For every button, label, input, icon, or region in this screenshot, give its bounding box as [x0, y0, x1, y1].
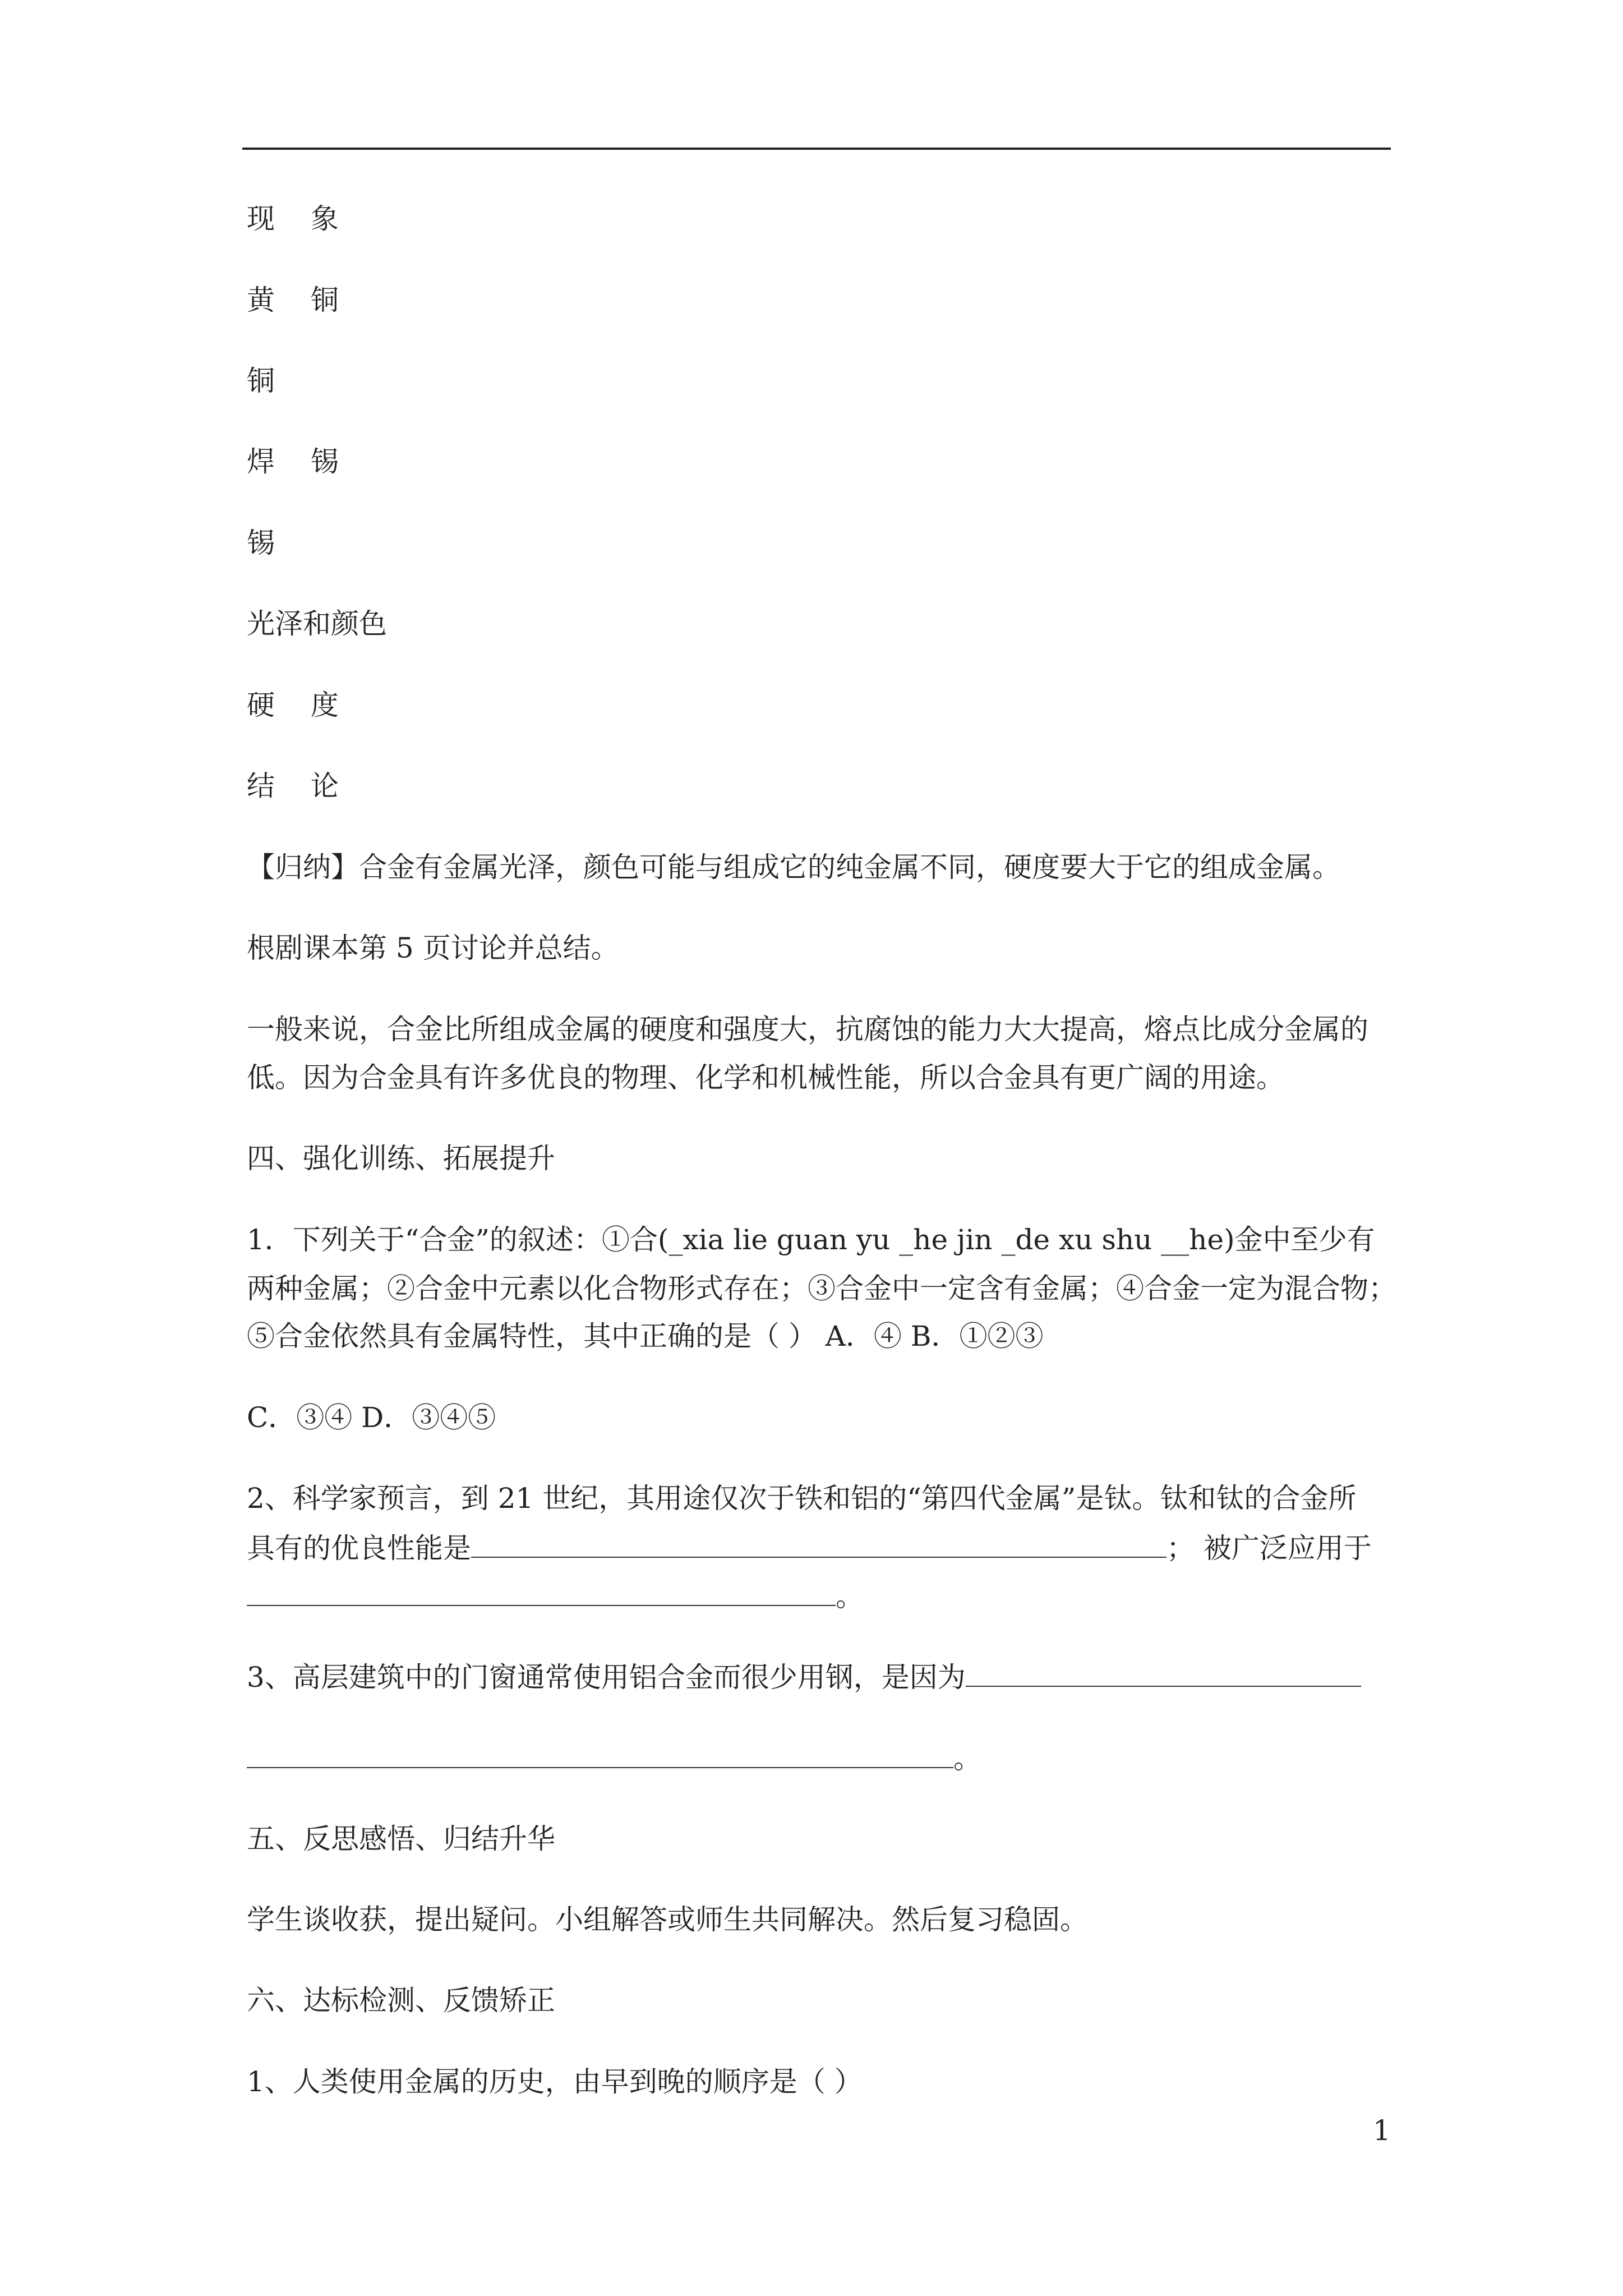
table-row-conclusion: 结 论: [247, 770, 352, 802]
header-rule: [242, 148, 1391, 150]
section-4-heading: 四、强化训练、拓展提升: [247, 1142, 555, 1175]
summary-text: 合金有金属光泽，颜色可能与组成它的纯金属不同，硬度要大于它的组成金属。: [359, 851, 1340, 884]
section-6-question-1: 1、人类使用金属的历史，由早到晚的顺序是（ ）: [247, 2065, 863, 2098]
table-row-tin: 锡: [247, 527, 275, 559]
table-row-solder: 焊 锡: [247, 445, 352, 478]
summary-label: 【归纳】: [247, 851, 359, 884]
question-2-prompt: 具有的优良性能是: [247, 1532, 471, 1565]
question-3-line-1: [247, 1661, 1361, 1694]
summary-paragraph: [247, 851, 1340, 884]
section-5-heading: 五、反思感悟、归结升华: [247, 1823, 555, 1855]
table-row-copper: 铜: [247, 365, 275, 397]
answer-blank-properties[interactable]: [471, 1533, 1166, 1558]
table-row-luster-color: 光泽和颜色: [247, 608, 387, 640]
page-number: 1: [1373, 2114, 1391, 2147]
table-row-phenomenon: 现 象: [247, 203, 352, 235]
question-1-line-3: ⑤合金依然具有金属特性，其中正确的是（ ） A．④ B．①②③: [247, 1320, 1044, 1352]
textbook-reference: 根剧课本第 5 页讨论并总结。: [247, 932, 619, 964]
section-6-heading: 六、达标检测、反馈矫正: [247, 1984, 555, 2017]
table-row-hardness: 硬 度: [247, 689, 352, 721]
question-3-period: 。: [953, 1742, 981, 1775]
question-2-line-1: 2、科学家预言，到 21 世纪，其用途仅次于铁和铝的“第四代金属”是钛。钛和钛的合金所: [247, 1482, 1357, 1515]
question-1-line-1: 1．下列关于“合金”的叙述：①合(_xia lie guan yu _he jin _de xu shu __he)金中至少有: [247, 1223, 1375, 1256]
question-2-period: 。: [836, 1580, 864, 1613]
question-1-options: C．③④ D．③④⑤: [247, 1401, 496, 1434]
question-2-line-3: [247, 1581, 864, 1611]
answer-blank-reason-2[interactable]: [247, 1743, 953, 1768]
question-3-line-2: [247, 1743, 981, 1773]
answer-blank-applications[interactable]: [247, 1581, 836, 1606]
table-row-brass: 黄 铜: [247, 284, 352, 316]
answer-blank-reason-1[interactable]: [966, 1662, 1361, 1687]
section-5-body: 学生谈收获，提出疑问。小组解答或师生共同解决。然后复习稳固。: [247, 1903, 1088, 1936]
question-2-prompt-tail: ； 被广泛应用于: [1166, 1532, 1372, 1565]
question-3-prompt: 3、高层建筑中的门窗通常使用铝合金而很少用钢，是因为: [247, 1661, 966, 1694]
question-2-line-2: [247, 1532, 1372, 1565]
general-paragraph-line-1: 一般来说，合金比所组成金属的硬度和强度大，抗腐蚀的能力大大提高，熔点比成分金属的: [247, 1013, 1368, 1046]
general-paragraph-line-2: 低。因为合金具有许多优良的物理、化学和机械性能，所以合金具有更广阔的用途。: [247, 1061, 1284, 1094]
question-1-line-2: 两种金属；②合金中元素以化合物形式存在；③合金中一定含有金属；④合金一定为混合物；: [247, 1272, 1396, 1305]
